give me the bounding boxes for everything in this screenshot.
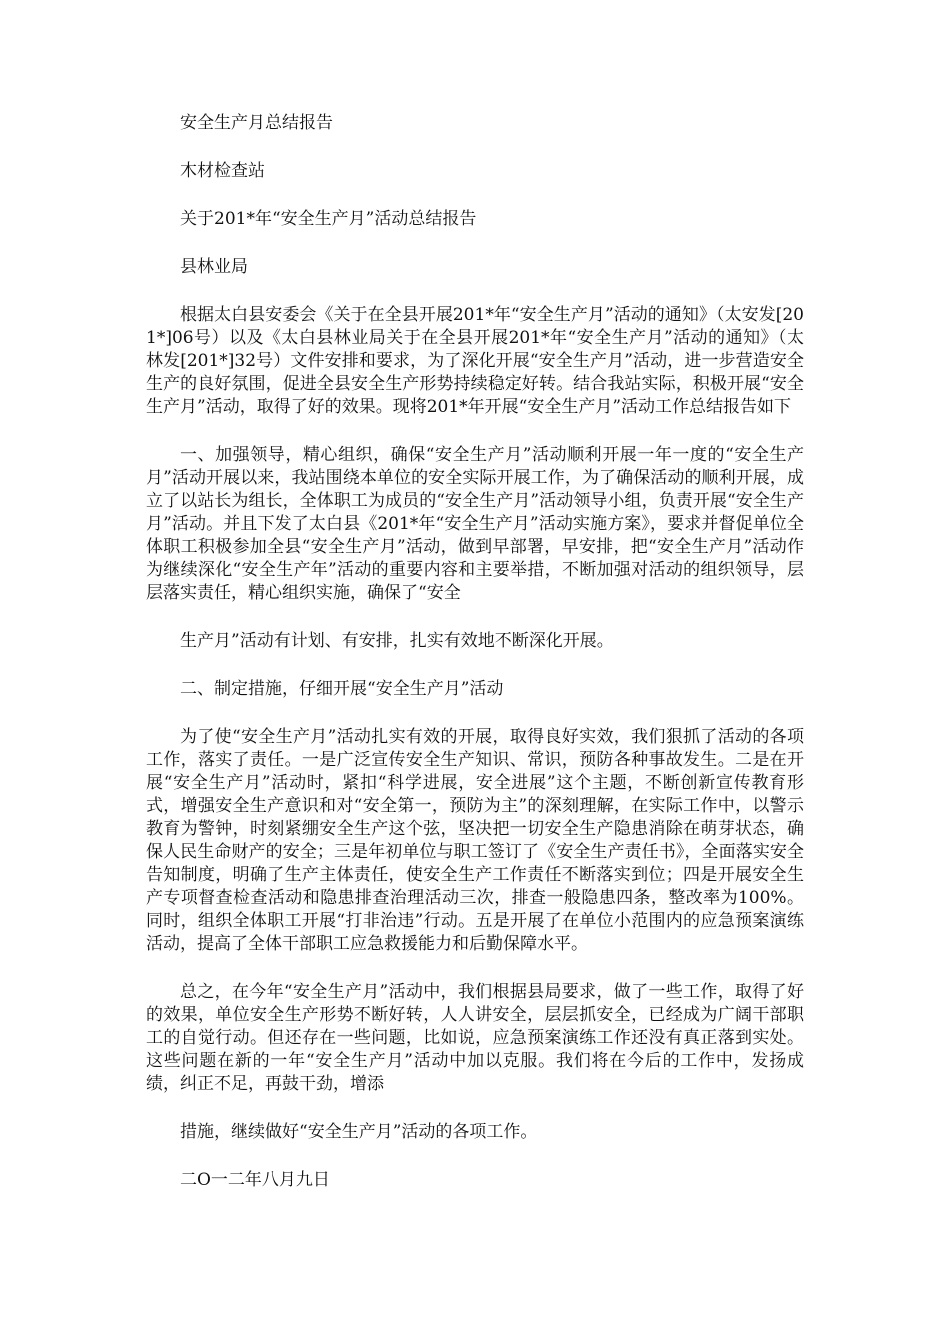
section-two-heading: 二、制定措施，仔细开展“安全生产月”活动 [180,679,504,699]
paragraph-summary: 总之，在今年“安全生产月”活动中，我们根据县局要求，做了一些工作，取得了好的效果，单位安全生产形势不断好转，人人讲安全，层层抓安全，已经成为广阔干部职工的自觉行动。但还存在一些问题，比如说，应急预案演练工作还没有真正落到实处。这些问题在新的一年“安全生产月”活动中加以克服。我们将在今后的工作中，发扬成绩，纠正不足，再鼓干劲，增添 [146,982,804,1094]
document-title: 安全生产月总结报告 [180,113,333,133]
paragraph-section-one: 一、加强领导，精心组织，确保“安全生产月”活动顺利开展一年一度的“安全生产月”活动开展以来，我站围绕本单位的安全实际开展工作，为了确保活动的顺利开展，成立了以站长为组长，全体职工为成员的“安全生产月”活动领导小组，负责开展“安全生产月”活动。并且下发了太白县《201*年“安全生产月”活动实施方案》，要求并督促单位全体职工积极参加全县“安全生产月”活动，做到早部署，早安排，把“安全生产月”活动作为继续深化“安全生产年”活动的重要内容和主要举措，不断加强对活动的组织领导，层层落实责任，精心组织实施，确保了“安全 [146,445,804,603]
paragraph-section-one-end: 生产月”活动有计划、有安排，扎实有效地不断深化开展。 [180,631,614,651]
department-name: 县林业局 [180,257,248,277]
paragraph-intro: 根据太白县安委会《关于在全县开展201*年“安全生产月”活动的通知》（太安发[201*]06号）以及《太白县林业局关于在全县开展201*年“安全生产月”活动的通知》（太林发[201*]32号）文件安排和要求，为了深化开展“安全生产月”活动，进一步营造安全生产的良好氛围，促进全县安全生产形势持续稳定好转。结合我站实际，积极开展“安全生产月”活动，取得了好的效果。现将201*年开展“安全生产月”活动工作总结报告如下 [146,305,804,417]
paragraph-section-two: 为了使“安全生产月”活动扎实有效的开展，取得良好实效，我们狠抓了活动的各项工作，落实了责任。一是广泛宣传安全生产知识、常识，预防各种事故发生。二是在开展“安全生产月”活动时，紧扣“科学进展，安全进展”这个主题，不断创新宣传教育形式，增强安全生产意识和对“安全第一，预防为主”的深刻理解，在实际工作中，以警示教育为警钟，时刻紧绷安全生产这个弦，坚决把一切安全生产隐患消除在萌芽状态，确保人民生命财产的安全；三是年初单位与职工签订了《安全生产责任书》，全面落实安全告知制度，明确了生产主体责任，使安全生产工作责任不断落实到位；四是开展安全生产专项督查检查活动和隐患排查治理活动三次，排查一般隐患四条，整改率为100%。同时，组织全体职工开展“打非治违”行动。五是开展了在单位小范围内的应急预案演练活动，提高了全体干部职工应急救援能力和后勤保障水平。 [146,727,804,954]
report-subtitle: 关于201*年“安全生产月”活动总结报告 [180,209,477,229]
organization-name: 木材检查站 [180,161,265,181]
document-page [146,112,804,1217]
paragraph-summary-end: 措施，继续做好“安全生产月”活动的各项工作。 [180,1122,538,1142]
report-date: 二O一二年八月九日 [180,1170,330,1190]
